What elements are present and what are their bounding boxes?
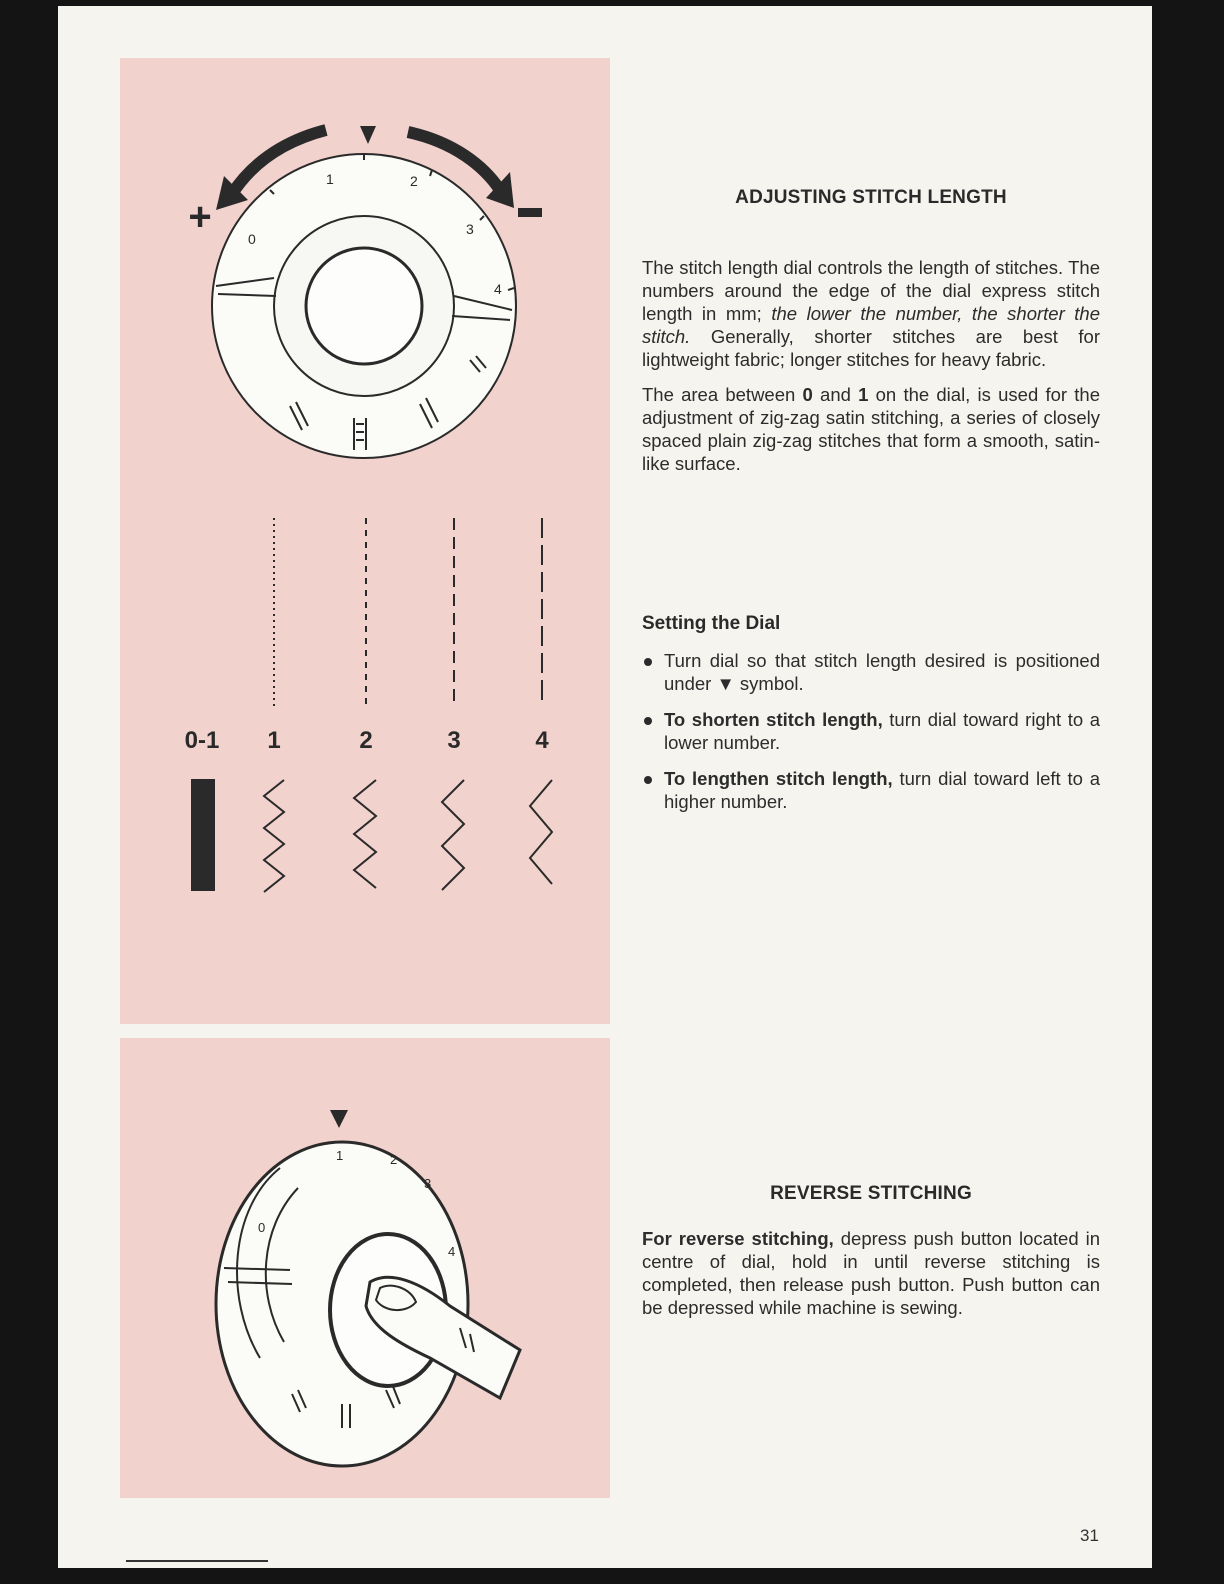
section-title-adjusting: ADJUSTING STITCH LENGTH — [735, 187, 1007, 208]
adjusting-stitch-length-section — [642, 186, 1100, 209]
reverse-stitching-illustration — [120, 1038, 610, 1498]
dial-number-0: 0 — [248, 231, 256, 247]
stitch-length-illustration-panel — [120, 58, 610, 1024]
section-title-reverse: REVERSE STITCHING — [770, 1183, 972, 1204]
stitch-label-1: 1 — [267, 727, 281, 754]
reverse-stitching-illustration-panel — [120, 1038, 610, 1498]
stitch-label-0-1: 0-1 — [184, 727, 220, 754]
list-item: Turn dial so that stitch length desired is positioned under ▼ symbol. — [642, 649, 1100, 695]
dial-number-3: 3 — [466, 221, 474, 237]
pointer-triangle-icon — [360, 126, 376, 144]
stitch-label-4: 4 — [535, 727, 549, 754]
stitch-length-illustration — [120, 58, 610, 1024]
manual-page — [58, 6, 1152, 1568]
dial-number-4: 4 — [494, 281, 502, 297]
zigzag-stitch-samples — [192, 780, 552, 892]
reverse-stitching-section — [642, 1182, 1100, 1319]
stitch-label-3: 3 — [447, 727, 461, 754]
paragraph-satin-stitching: The area between 0 and 1 on the dial, is used for the adjustment of zig-zag satin stitching, a series of closely spaced plain zig-zag stitches that form a smooth, satin-like surface. — [642, 384, 1100, 474]
reverse-dial-number-0: 0 — [258, 1220, 266, 1235]
stitch-label-2: 2 — [359, 727, 373, 754]
paragraph-stitch-length: The stitch length dial controls the length of stitches. The numbers around the edge of the dial express stitch length in mm; the lower the number, the shorter the stitch. Generally, shorter stitches are best for lightweight fabric; longer stitches for heavy fabric. — [642, 257, 1100, 370]
paragraph-reverse-stitching: For reverse stitching, depress push button located in centre of dial, hold in until reverse stitching is completed, then release push button. Push button can be depressed while machine is sewing. — [642, 1228, 1100, 1318]
straight-stitch-samples — [274, 518, 542, 706]
list-item: To lengthen stitch length, turn dial toward left to a higher number. — [642, 767, 1100, 813]
page-number: 31 — [1080, 1526, 1099, 1545]
minus-sign-icon — [518, 208, 542, 217]
list-item: To shorten stitch length, turn dial toward right to a lower number. — [642, 708, 1100, 754]
dial-number-1: 1 — [326, 171, 334, 187]
dial-number-2: 2 — [410, 173, 418, 189]
plus-sign: + — [188, 195, 212, 239]
reverse-dial-number-4: 4 — [448, 1244, 456, 1259]
setting-dial-section — [642, 612, 1100, 826]
reverse-dial-number-2: 2 — [390, 1152, 398, 1167]
reverse-dial-number-3: 3 — [424, 1176, 432, 1191]
setting-dial-title: Setting the Dial — [642, 613, 781, 634]
pointer-triangle-icon — [330, 1110, 348, 1128]
setting-dial-list — [642, 649, 1100, 813]
adjusting-stitch-length-body — [642, 256, 1100, 475]
dial-center-button — [306, 248, 422, 364]
reverse-dial-number-1: 1 — [336, 1148, 344, 1163]
footer-rule — [126, 1560, 268, 1562]
